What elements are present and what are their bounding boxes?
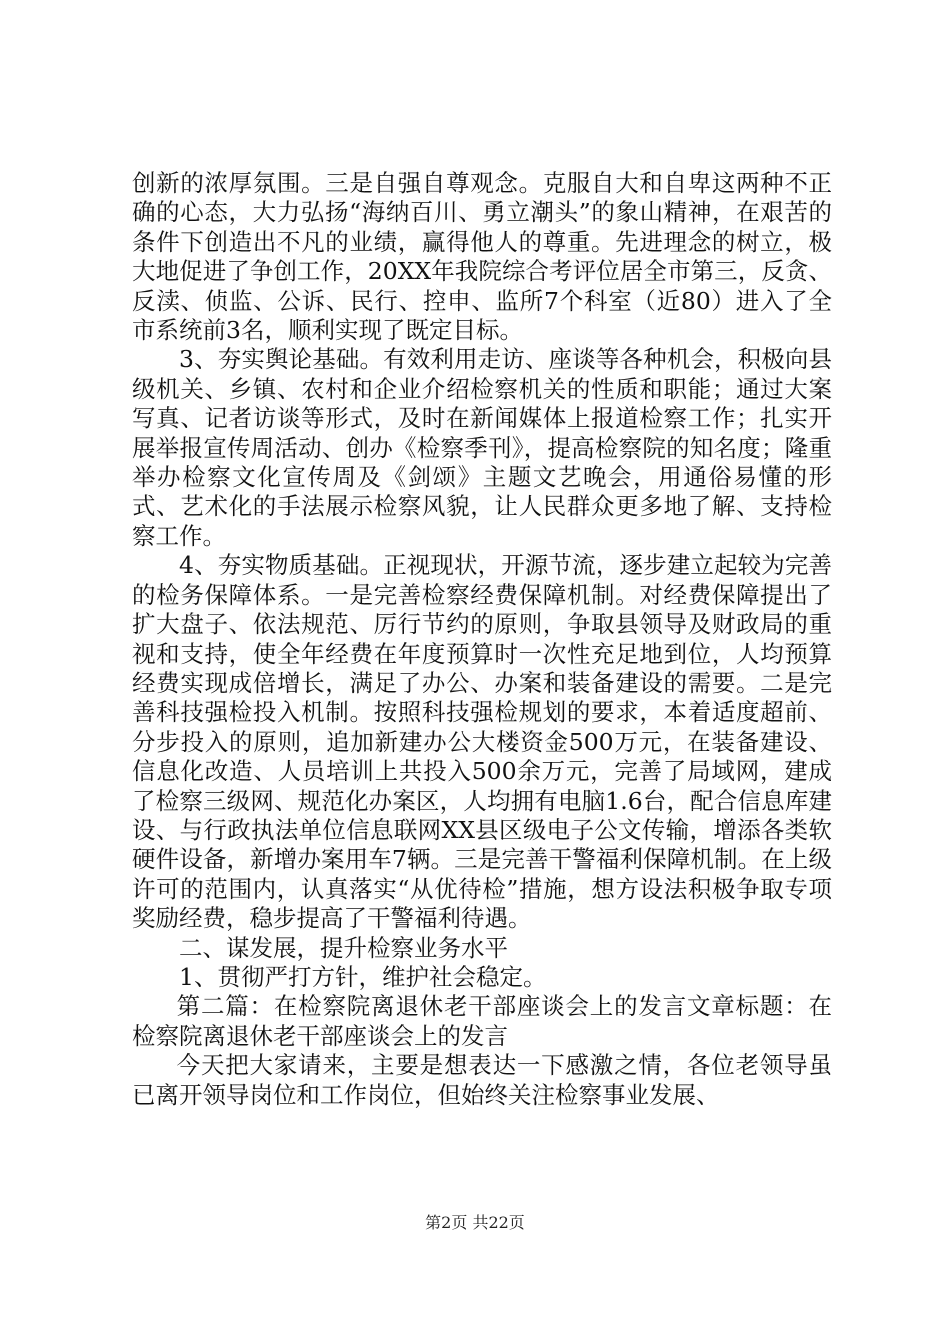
paragraph-public-opinion: 3、夯实舆论基础。有效利用走访、座谈等各种机会，积极向县级机关、乡镇、农村和企业介绍检察机关的性质和职能；通过大案写真、记者访谈等形式，及时在新闻媒体上报道检察工作；扎实开展举报宣传周活动、创办《检察季刊》，提高检察院的知名度；隆重举办检察文化宣传周及《剑颂》主题文艺晚会，用通俗易懂的形式、艺术化的手法展示检察风貌，让人民群众更多地了解、支持检察工作。 bbox=[132, 345, 832, 550]
subsection-heading-strike-hard: 1、贯彻严打方针，维护社会稳定。 bbox=[179, 962, 547, 991]
section-heading-development: 二、谋发展，提升检察业务水平 bbox=[179, 933, 508, 962]
paragraph-continuation: 创新的浓厚氛围。三是自强自尊观念。克服自大和自卑这两种不正确的心态，大力弘扬“海纳百川、勇立潮头”的象山精神，在艰苦的条件下创造出不凡的业绩，赢得他人的尊重。先进理念的树立，极大地促进了争创工作，20XX年我院综合考评位居全市第三，反贪、反渎、侦监、公诉、民行、控申、监所7个科室（近80）进入了全市系统前3名，顺利实现了既定目标。 bbox=[132, 169, 832, 345]
article-title-second: 第二篇：在检察院离退休老干部座谈会上的发言文章标题：在检察院离退休老干部座谈会上的发言 bbox=[132, 992, 832, 1050]
paragraph-material-foundation: 4、夯实物质基础。正视现状，开源节流，逐步建立起较为完善的检务保障体系。一是完善检察经费保障机制。对经费保障提出了扩大盘子、依法规范、厉行节约的原则，争取县领导及财政局的重视和支持，使全年经费在年度预算时一次性充足地到位，人均预算经费实现成倍增长，满足了办公、办案和装备建设的需要。二是完善科技强检投入机制。按照科技强检规划的要求，本着适度超前、分步投入的原则，追加新建办公大楼资金500万元，在装备建设、信息化改造、人员培训上共投入500余万元，完善了局域网，建成了检察三级网、规范化办案区，人均拥有电脑1.6台，配合信息库建设、与行政执法单位信息联网XX县区级电子公文传输，增添各类软硬件设备，新增办案用车7辆。三是完善干警福利保障机制。在上级许可的范围内，认真落实“从优待检”措施，想方设法积极争取专项奖励经费，稳步提高了干警福利待遇。 bbox=[132, 551, 832, 933]
paragraph-speech-opening: 今天把大家请来，主要是想表达一下感激之情，各位老领导虽已离开领导岗位和工作岗位，但始终关注检察事业发展、 bbox=[132, 1051, 832, 1109]
document-body bbox=[132, 169, 832, 1110]
page-footer: 第2页 共22页 bbox=[425, 1213, 525, 1232]
